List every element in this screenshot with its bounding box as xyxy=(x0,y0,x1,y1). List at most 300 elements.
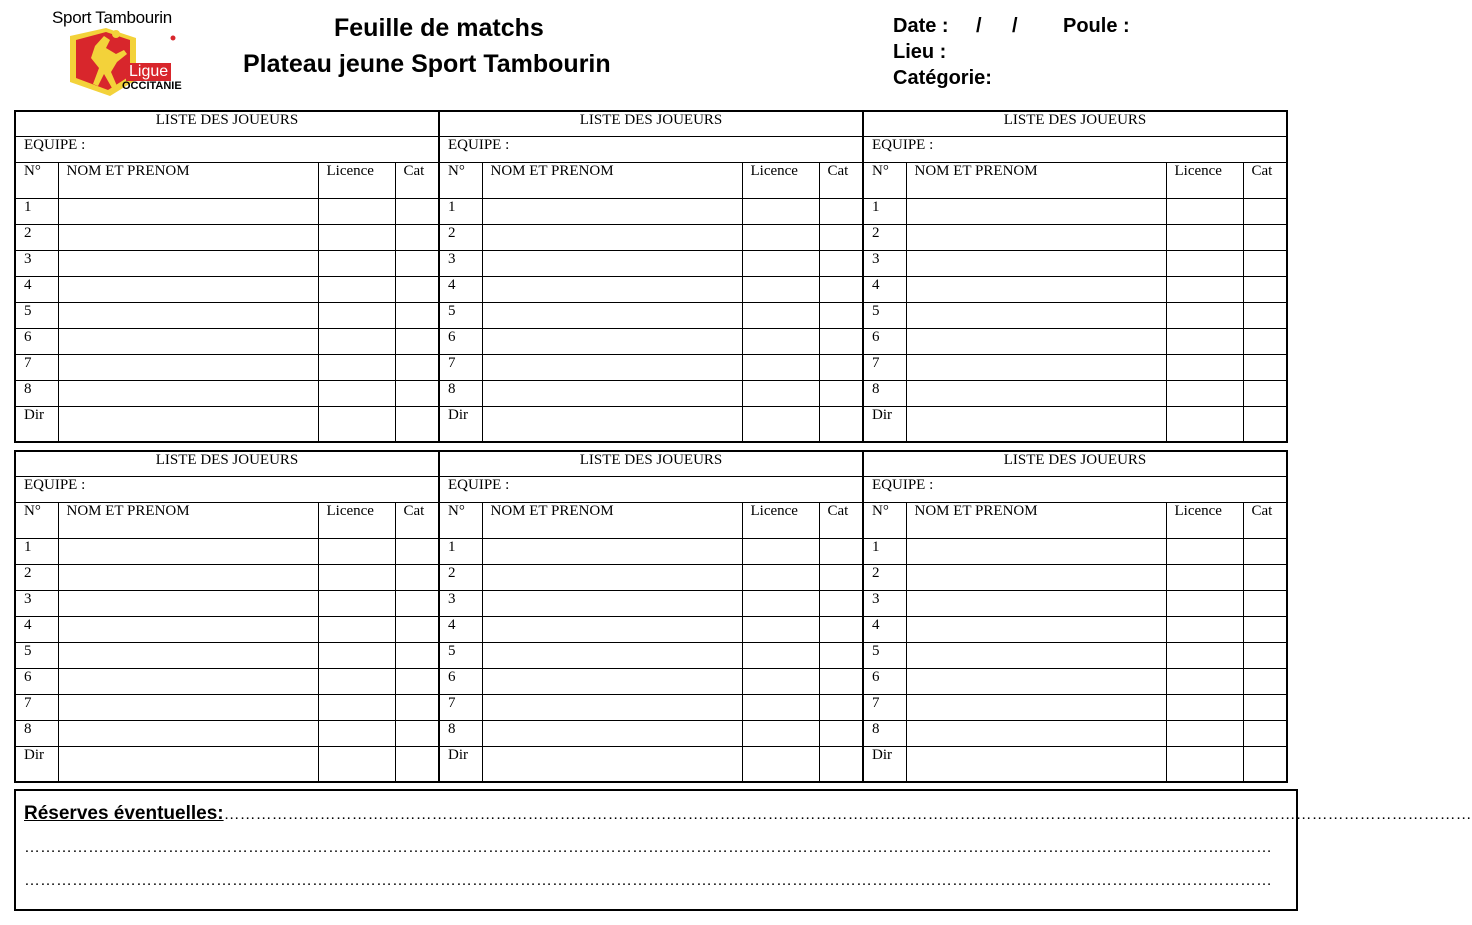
licence-cell[interactable] xyxy=(318,224,395,250)
row-number: 3 xyxy=(15,250,58,276)
equipe-field[interactable]: EQUIPE : xyxy=(863,136,1287,162)
table-row xyxy=(15,328,439,354)
licence-cell[interactable] xyxy=(742,538,819,564)
name-cell[interactable] xyxy=(482,642,742,668)
name-cell[interactable] xyxy=(58,694,318,720)
row-number: 3 xyxy=(15,590,58,616)
licence-cell[interactable] xyxy=(1166,616,1243,642)
cat-cell[interactable] xyxy=(819,302,863,328)
row-number: 7 xyxy=(439,354,482,380)
licence-cell[interactable] xyxy=(742,590,819,616)
row-number: 6 xyxy=(15,328,58,354)
name-cell[interactable] xyxy=(58,642,318,668)
name-cell[interactable] xyxy=(482,224,742,250)
table-row xyxy=(863,642,1287,668)
cat-cell[interactable] xyxy=(395,720,439,746)
name-cell[interactable] xyxy=(482,616,742,642)
name-cell[interactable] xyxy=(482,694,742,720)
col-licence-header: Licence xyxy=(318,502,395,538)
dir-label: Dir xyxy=(439,406,482,442)
col-num-header: N° xyxy=(439,502,482,538)
dir-cat-cell[interactable] xyxy=(395,746,439,782)
name-cell[interactable] xyxy=(482,276,742,302)
licence-cell[interactable] xyxy=(318,328,395,354)
table-row xyxy=(863,538,1287,564)
licence-cell[interactable] xyxy=(742,642,819,668)
cat-cell[interactable] xyxy=(819,276,863,302)
row-number: 2 xyxy=(15,224,58,250)
name-cell[interactable] xyxy=(482,720,742,746)
dir-cat-cell[interactable] xyxy=(819,406,863,442)
name-cell[interactable] xyxy=(906,250,1166,276)
col-name-header: NOM ET PRENOM xyxy=(58,162,318,198)
dir-name-cell[interactable] xyxy=(482,406,742,442)
cat-cell[interactable] xyxy=(395,380,439,406)
row-number: 4 xyxy=(439,616,482,642)
row-number: 3 xyxy=(863,250,906,276)
name-cell[interactable] xyxy=(58,250,318,276)
col-num-header: N° xyxy=(439,162,482,198)
table-title: LISTE DES JOUEURS xyxy=(439,111,863,136)
name-cell[interactable] xyxy=(58,616,318,642)
cat-cell[interactable] xyxy=(819,354,863,380)
name-cell[interactable] xyxy=(906,302,1166,328)
row-number: 7 xyxy=(863,694,906,720)
licence-cell[interactable] xyxy=(742,694,819,720)
licence-cell[interactable] xyxy=(1166,642,1243,668)
table-row xyxy=(439,198,863,224)
col-name-header: NOM ET PRENOM xyxy=(906,162,1166,198)
name-cell[interactable] xyxy=(58,328,318,354)
table-row xyxy=(15,198,439,224)
row-number: 8 xyxy=(863,720,906,746)
row-number: 3 xyxy=(439,590,482,616)
table-row xyxy=(863,328,1287,354)
logo xyxy=(52,8,202,100)
cat-cell[interactable] xyxy=(1243,538,1287,564)
name-cell[interactable] xyxy=(906,590,1166,616)
table-row xyxy=(15,538,439,564)
licence-cell[interactable] xyxy=(1166,354,1243,380)
cat-cell[interactable] xyxy=(819,642,863,668)
name-cell[interactable] xyxy=(58,590,318,616)
col-licence-header: Licence xyxy=(318,162,395,198)
col-num-header: N° xyxy=(863,162,906,198)
row-number: 1 xyxy=(15,198,58,224)
row-number: 3 xyxy=(439,250,482,276)
row-number: 2 xyxy=(439,564,482,590)
licence-cell[interactable] xyxy=(1166,198,1243,224)
cat-cell[interactable] xyxy=(395,354,439,380)
dir-label: Dir xyxy=(863,406,906,442)
licence-cell[interactable] xyxy=(318,616,395,642)
col-licence-header: Licence xyxy=(742,162,819,198)
name-cell[interactable] xyxy=(906,720,1166,746)
table-row xyxy=(15,354,439,380)
licence-cell[interactable] xyxy=(1166,302,1243,328)
cat-cell[interactable] xyxy=(819,328,863,354)
row-number: 7 xyxy=(15,694,58,720)
reserves-dots-1: ……………………………………………………………………………………………………………………………………………………………………………………………………………… xyxy=(223,806,1472,823)
cat-cell[interactable] xyxy=(395,198,439,224)
licence-cell[interactable] xyxy=(1166,538,1243,564)
date-label: Date : xyxy=(893,15,949,37)
name-cell[interactable] xyxy=(906,668,1166,694)
dir-name-cell[interactable] xyxy=(906,746,1166,782)
licence-cell[interactable] xyxy=(318,276,395,302)
table-row xyxy=(439,590,863,616)
table-row xyxy=(439,380,863,406)
page-title: Feuille de matchs xyxy=(334,14,544,42)
name-cell[interactable] xyxy=(482,198,742,224)
table-row xyxy=(15,720,439,746)
table-row xyxy=(15,224,439,250)
cat-cell[interactable] xyxy=(1243,590,1287,616)
director-row xyxy=(863,406,1287,442)
dir-licence-cell[interactable] xyxy=(742,746,819,782)
row-number: 6 xyxy=(863,668,906,694)
col-name-header: NOM ET PRENOM xyxy=(906,502,1166,538)
row-number: 5 xyxy=(15,302,58,328)
row-number: 5 xyxy=(15,642,58,668)
cat-cell[interactable] xyxy=(819,564,863,590)
name-cell[interactable] xyxy=(58,564,318,590)
name-cell[interactable] xyxy=(482,564,742,590)
name-cell[interactable] xyxy=(58,354,318,380)
table-row xyxy=(439,328,863,354)
table-row xyxy=(439,538,863,564)
equipe-field[interactable]: EQUIPE : xyxy=(15,476,439,502)
licence-cell[interactable] xyxy=(742,224,819,250)
cat-cell[interactable] xyxy=(819,616,863,642)
cat-cell[interactable] xyxy=(1243,380,1287,406)
licence-cell[interactable] xyxy=(742,198,819,224)
reserves-box xyxy=(14,789,1472,911)
player-list-table xyxy=(862,450,1288,783)
cat-cell[interactable] xyxy=(819,590,863,616)
licence-cell[interactable] xyxy=(1166,564,1243,590)
row-number: 5 xyxy=(863,302,906,328)
reserves-line-1 xyxy=(24,803,1472,825)
reserves-line-3: ……………………………………………………………………………………………………………………………………………………………………………………………………………… xyxy=(24,872,1272,889)
equipe-field[interactable]: EQUIPE : xyxy=(439,136,863,162)
col-licence-header: Licence xyxy=(742,502,819,538)
col-num-header: N° xyxy=(863,502,906,538)
director-row xyxy=(15,746,439,782)
cat-cell[interactable] xyxy=(1243,668,1287,694)
row-number: 8 xyxy=(439,380,482,406)
row-number: 2 xyxy=(439,224,482,250)
name-cell[interactable] xyxy=(906,616,1166,642)
licence-cell[interactable] xyxy=(1166,276,1243,302)
licence-cell[interactable] xyxy=(318,302,395,328)
equipe-field[interactable]: EQUIPE : xyxy=(15,136,439,162)
dir-licence-cell[interactable] xyxy=(1166,406,1243,442)
name-cell[interactable] xyxy=(906,642,1166,668)
cat-cell[interactable] xyxy=(819,694,863,720)
dir-name-cell[interactable] xyxy=(482,746,742,782)
cat-cell[interactable] xyxy=(1243,720,1287,746)
table-row xyxy=(863,590,1287,616)
director-row xyxy=(439,406,863,442)
cat-cell[interactable] xyxy=(819,224,863,250)
lieu-label: Lieu : xyxy=(893,41,947,63)
cat-cell[interactable] xyxy=(1243,198,1287,224)
row-number: 7 xyxy=(439,694,482,720)
name-cell[interactable] xyxy=(482,380,742,406)
licence-cell[interactable] xyxy=(318,694,395,720)
dir-name-cell[interactable] xyxy=(58,746,318,782)
licence-cell[interactable] xyxy=(742,354,819,380)
director-row xyxy=(863,746,1287,782)
col-licence-header: Licence xyxy=(1166,502,1243,538)
table-row xyxy=(863,354,1287,380)
name-cell[interactable] xyxy=(482,538,742,564)
reserves-label: Réserves éventuelles: xyxy=(24,803,224,824)
cat-cell[interactable] xyxy=(1243,694,1287,720)
col-cat-header: Cat xyxy=(1243,162,1287,198)
name-cell[interactable] xyxy=(906,380,1166,406)
name-cell[interactable] xyxy=(58,720,318,746)
player-list-table xyxy=(438,110,864,443)
player-list-table xyxy=(862,110,1288,443)
row-number: 8 xyxy=(439,720,482,746)
cat-cell[interactable] xyxy=(1243,276,1287,302)
table-row xyxy=(15,276,439,302)
cat-cell[interactable] xyxy=(1243,224,1287,250)
name-cell[interactable] xyxy=(58,302,318,328)
licence-cell[interactable] xyxy=(742,616,819,642)
table-row xyxy=(439,354,863,380)
licence-cell[interactable] xyxy=(1166,720,1243,746)
licence-cell[interactable] xyxy=(1166,694,1243,720)
cat-cell[interactable] xyxy=(819,668,863,694)
licence-cell[interactable] xyxy=(1166,668,1243,694)
licence-cell[interactable] xyxy=(742,564,819,590)
row-number: 4 xyxy=(863,616,906,642)
row-number: 1 xyxy=(863,198,906,224)
table-title: LISTE DES JOUEURS xyxy=(15,111,439,136)
table-row xyxy=(439,250,863,276)
licence-cell[interactable] xyxy=(1166,590,1243,616)
table-title: LISTE DES JOUEURS xyxy=(863,451,1287,476)
row-number: 8 xyxy=(863,380,906,406)
row-number: 8 xyxy=(15,720,58,746)
table-row xyxy=(439,694,863,720)
table-row xyxy=(863,564,1287,590)
licence-cell[interactable] xyxy=(1166,250,1243,276)
table-row xyxy=(439,224,863,250)
cat-cell[interactable] xyxy=(395,328,439,354)
dir-licence-cell[interactable] xyxy=(318,746,395,782)
col-licence-header: Licence xyxy=(1166,162,1243,198)
licence-cell[interactable] xyxy=(742,276,819,302)
dir-label: Dir xyxy=(439,746,482,782)
dir-licence-cell[interactable] xyxy=(318,406,395,442)
col-cat-header: Cat xyxy=(819,502,863,538)
cat-cell[interactable] xyxy=(1243,642,1287,668)
dir-name-cell[interactable] xyxy=(58,406,318,442)
name-cell[interactable] xyxy=(906,564,1166,590)
logo-brand: Sport Tambourin xyxy=(52,8,172,27)
table-row xyxy=(863,668,1287,694)
cat-cell[interactable] xyxy=(1243,616,1287,642)
name-cell[interactable] xyxy=(58,198,318,224)
dir-name-cell[interactable] xyxy=(906,406,1166,442)
col-name-header: NOM ET PRENOM xyxy=(482,162,742,198)
categorie-label: Catégorie: xyxy=(893,67,992,89)
name-cell[interactable] xyxy=(906,198,1166,224)
licence-cell[interactable] xyxy=(742,720,819,746)
dir-cat-cell[interactable] xyxy=(1243,406,1287,442)
name-cell[interactable] xyxy=(58,380,318,406)
licence-cell[interactable] xyxy=(1166,224,1243,250)
table-row xyxy=(15,668,439,694)
table-row xyxy=(439,276,863,302)
date-separator-1: / xyxy=(976,15,982,37)
table-row xyxy=(439,564,863,590)
table-row xyxy=(863,302,1287,328)
row-number: 6 xyxy=(863,328,906,354)
licence-cell[interactable] xyxy=(318,642,395,668)
name-cell[interactable] xyxy=(58,668,318,694)
cat-cell[interactable] xyxy=(395,642,439,668)
col-name-header: NOM ET PRENOM xyxy=(482,502,742,538)
licence-cell[interactable] xyxy=(742,302,819,328)
cat-cell[interactable] xyxy=(395,694,439,720)
cat-cell[interactable] xyxy=(395,224,439,250)
logo-ligue: Ligue xyxy=(126,63,171,81)
licence-cell[interactable] xyxy=(742,250,819,276)
licence-cell[interactable] xyxy=(742,328,819,354)
row-number: 1 xyxy=(15,538,58,564)
table-row xyxy=(863,224,1287,250)
cat-cell[interactable] xyxy=(395,250,439,276)
ball-dot-icon xyxy=(170,35,176,41)
date-separator-2: / xyxy=(1012,15,1018,37)
name-cell[interactable] xyxy=(482,668,742,694)
cat-cell[interactable] xyxy=(819,250,863,276)
licence-cell[interactable] xyxy=(318,380,395,406)
col-name-header: NOM ET PRENOM xyxy=(58,502,318,538)
table-row xyxy=(15,616,439,642)
table-title: LISTE DES JOUEURS xyxy=(863,111,1287,136)
name-cell[interactable] xyxy=(906,694,1166,720)
cat-cell[interactable] xyxy=(819,538,863,564)
licence-cell[interactable] xyxy=(318,354,395,380)
table-row xyxy=(863,380,1287,406)
cat-cell[interactable] xyxy=(1243,564,1287,590)
cat-cell[interactable] xyxy=(395,668,439,694)
player-list-table xyxy=(14,110,440,443)
cat-cell[interactable] xyxy=(395,590,439,616)
licence-cell[interactable] xyxy=(742,668,819,694)
name-cell[interactable] xyxy=(906,538,1166,564)
row-number: 4 xyxy=(15,276,58,302)
name-cell[interactable] xyxy=(58,224,318,250)
dir-cat-cell[interactable] xyxy=(1243,746,1287,782)
table-row xyxy=(15,694,439,720)
table-row xyxy=(863,250,1287,276)
name-cell[interactable] xyxy=(58,538,318,564)
reserves-line-2: ……………………………………………………………………………………………………………………………………………………………………………………………………………… xyxy=(24,839,1272,856)
cat-cell[interactable] xyxy=(819,380,863,406)
cat-cell[interactable] xyxy=(395,616,439,642)
name-cell[interactable] xyxy=(906,354,1166,380)
cat-cell[interactable] xyxy=(395,564,439,590)
licence-cell[interactable] xyxy=(742,380,819,406)
licence-cell[interactable] xyxy=(318,590,395,616)
name-cell[interactable] xyxy=(482,328,742,354)
row-number: 6 xyxy=(15,668,58,694)
cat-cell[interactable] xyxy=(819,198,863,224)
licence-cell[interactable] xyxy=(318,538,395,564)
table-row xyxy=(15,564,439,590)
cat-cell[interactable] xyxy=(395,538,439,564)
name-cell[interactable] xyxy=(482,590,742,616)
col-cat-header: Cat xyxy=(1243,502,1287,538)
cat-cell[interactable] xyxy=(1243,250,1287,276)
table-row xyxy=(15,302,439,328)
cat-cell[interactable] xyxy=(395,302,439,328)
name-cell[interactable] xyxy=(906,224,1166,250)
cat-cell[interactable] xyxy=(1243,302,1287,328)
table-row xyxy=(863,198,1287,224)
dir-cat-cell[interactable] xyxy=(395,406,439,442)
name-cell[interactable] xyxy=(482,354,742,380)
row-number: 7 xyxy=(15,354,58,380)
table-row xyxy=(439,616,863,642)
cat-cell[interactable] xyxy=(1243,354,1287,380)
name-cell[interactable] xyxy=(482,302,742,328)
table-row xyxy=(15,250,439,276)
row-number: 2 xyxy=(863,224,906,250)
licence-cell[interactable] xyxy=(318,668,395,694)
licence-cell[interactable] xyxy=(1166,380,1243,406)
licence-cell[interactable] xyxy=(318,564,395,590)
name-cell[interactable] xyxy=(906,328,1166,354)
director-row xyxy=(15,406,439,442)
licence-cell[interactable] xyxy=(318,250,395,276)
cat-cell[interactable] xyxy=(395,276,439,302)
dir-licence-cell[interactable] xyxy=(1166,746,1243,782)
table-row xyxy=(863,694,1287,720)
dir-licence-cell[interactable] xyxy=(742,406,819,442)
cat-cell[interactable] xyxy=(819,720,863,746)
player-list-table xyxy=(438,450,864,783)
table-row xyxy=(439,720,863,746)
equipe-field[interactable]: EQUIPE : xyxy=(439,476,863,502)
licence-cell[interactable] xyxy=(318,720,395,746)
licence-cell[interactable] xyxy=(1166,328,1243,354)
name-cell[interactable] xyxy=(58,276,318,302)
equipe-field[interactable]: EQUIPE : xyxy=(863,476,1287,502)
row-number: 4 xyxy=(15,616,58,642)
table-row xyxy=(15,642,439,668)
name-cell[interactable] xyxy=(906,276,1166,302)
table-row xyxy=(863,720,1287,746)
col-num-header: N° xyxy=(15,162,58,198)
licence-cell[interactable] xyxy=(318,198,395,224)
row-number: 6 xyxy=(439,328,482,354)
dir-cat-cell[interactable] xyxy=(819,746,863,782)
name-cell[interactable] xyxy=(482,250,742,276)
row-number: 1 xyxy=(439,198,482,224)
cat-cell[interactable] xyxy=(1243,328,1287,354)
dir-label: Dir xyxy=(863,746,906,782)
row-number: 8 xyxy=(15,380,58,406)
row-number: 4 xyxy=(863,276,906,302)
